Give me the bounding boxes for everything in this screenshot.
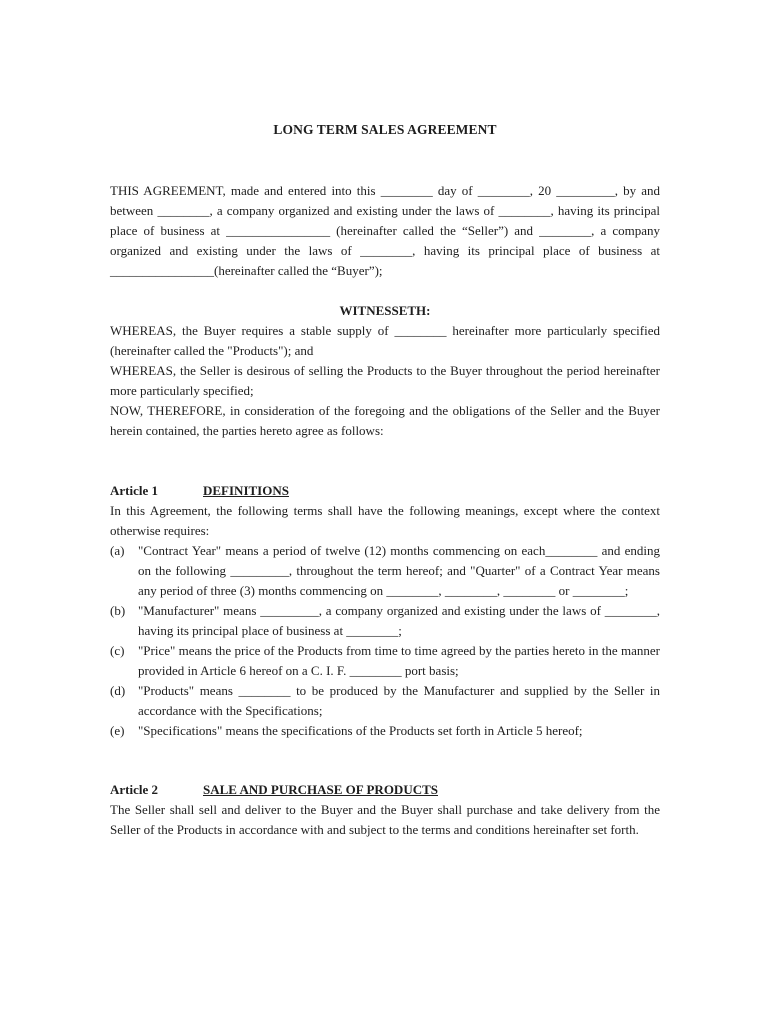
definition-label: (d): [110, 683, 126, 698]
article-1-number: Article 1: [110, 483, 159, 498]
definition-text: "Contract Year" means a period of twelve (12) months commencing on each________ and ending on the following _________, throughout the term hereof; and "Quarter" of a Contract Year means any period of three (3) months commencing on ________, ________, ________ or ________;: [138, 543, 660, 598]
article-1-lead: In this Agreement, the following terms shall have the following meanings, except where the context otherwise requires:: [110, 503, 660, 538]
definition-text: "Price" means the price of the Products from time to time agreed by the parties hereto in the manner provided in Article 6 hereof on a C. I. F. ________ port basis;: [138, 643, 660, 678]
definition-item: [110, 601, 660, 641]
definition-label: (b): [110, 603, 126, 618]
definition-item: [110, 721, 660, 741]
article-2: [110, 780, 660, 840]
document-title: LONG TERM SALES AGREEMENT: [273, 122, 497, 137]
definition-item: [110, 541, 660, 601]
definition-text: "Specifications" means the specifications of the Products set forth in Article 5 hereof;: [138, 723, 583, 738]
definition-text: "Products" means ________ to be produced by the Manufacturer and supplied by the Seller in accordance with the Specifications;: [138, 683, 660, 718]
definition-label: (e): [110, 723, 125, 738]
definition-text: "Manufacturer" means _________, a company organized and existing under the laws of ________, having its principal place of business at ________;: [138, 603, 660, 638]
article-2-heading: [110, 780, 660, 800]
article-2-number: Article 2: [110, 782, 159, 797]
witnesseth-heading: WITNESSETH:: [339, 303, 431, 318]
definition-label: (a): [110, 543, 125, 558]
definition-item: [110, 681, 660, 721]
definition-label: (c): [110, 643, 125, 658]
intro-paragraph: THIS AGREEMENT, made and entered into this ________ day of ________, 20 _________, by and between ________, a company organized and existing under the laws of ________, having its principal place of business at ________________ (hereinafter called the “Seller”) and ________, a company organized and existing under the laws of ________, having its principal place of business at ________________(hereinafter called the “Buyer”);: [110, 183, 660, 278]
recital-seller: WHEREAS, the Seller is desirous of selling the Products to the Buyer throughout the period hereinafter more particularly specified;: [110, 363, 660, 398]
article-2-body: The Seller shall sell and deliver to the Buyer and the Buyer shall purchase and take delivery from the Seller of the Products in accordance with and subject to the terms and conditions hereinafter set forth.: [110, 802, 660, 837]
article-1-heading: [110, 481, 660, 501]
article-1-name: DEFINITIONS: [203, 483, 289, 498]
recital-buyer: WHEREAS, the Buyer requires a stable supply of ________ hereinafter more particularly specified (hereinafter called the "Products"); and: [110, 323, 660, 358]
article-2-name: SALE AND PURCHASE OF PRODUCTS: [203, 782, 438, 797]
recitals: [110, 321, 660, 441]
article-1: [110, 481, 660, 741]
recital-now-therefore: NOW, THEREFORE, in consideration of the foregoing and the obligations of the Seller and the Buyer herein contained, the parties hereto agree as follows:: [110, 403, 660, 438]
definition-item: [110, 641, 660, 681]
